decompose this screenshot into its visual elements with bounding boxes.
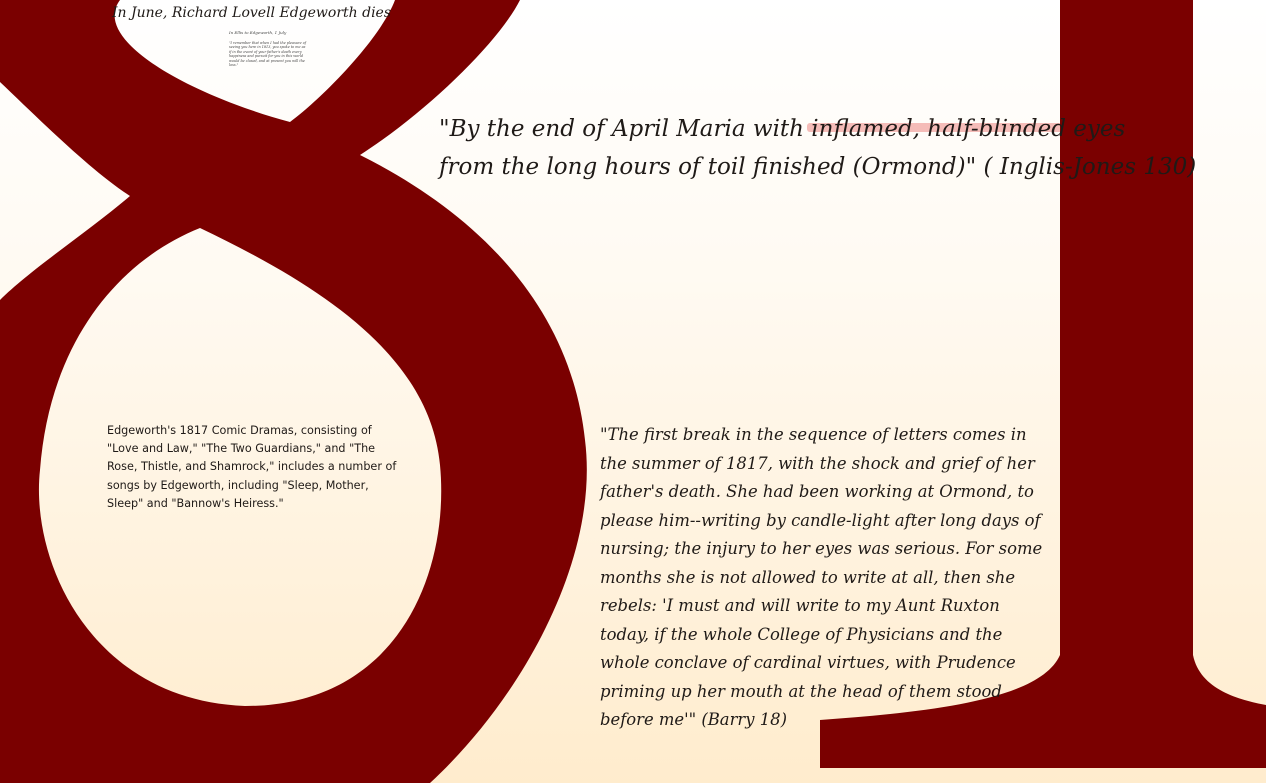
quote-inglis-jones	[439, 110, 1197, 186]
quote1-line2: from the long hours of toil finished (Ormond)" ( Inglis-Jones 130)	[439, 154, 1197, 180]
quote1-start: "By the end of April Maria with	[439, 116, 812, 142]
headline: In June, Richard Lovell Edgeworth dies	[112, 5, 392, 21]
comic-dramas-text: Edgeworth's 1817 Comic Dramas, consisting of "Love and Law," "The Two Guardians," and "The Rose, Thistle, and Shamrock," includes a number of songs by Edgeworth, including "Sleep, Mother, Sleep" and "Bannow's Heiress."	[107, 424, 397, 510]
highlighted-phrase: inflamed, half-blinded eyes	[811, 116, 1126, 142]
note-text: "I remember that when I had the pleasure of seeing you here in 1813, you spoke to me as if in the event of your father's death every happiness and pursuit for you in this world would be closed, and at present you will the loss."	[229, 40, 306, 67]
note-attribution: In Ellis to Edgeworth, 1 July	[229, 30, 287, 35]
small-letter-note	[229, 31, 307, 68]
quote-barry: "The first break in the sequence of letters comes in the summer of 1817, with the shock and grief of her father's death. She had been working at Ormond, to please him--writing by candle-light after long days of nursing; the injury to her eyes was serious. For some months she is not allowed to write at all, then she rebels: 'I must and will write to my Aunt Ruxton today, if the whole College of Physicians and the whole conclave of cardinal virtues, with Prudence priming up her mouth at the head of them stood before me'" (Barry 18)	[600, 425, 1043, 729]
